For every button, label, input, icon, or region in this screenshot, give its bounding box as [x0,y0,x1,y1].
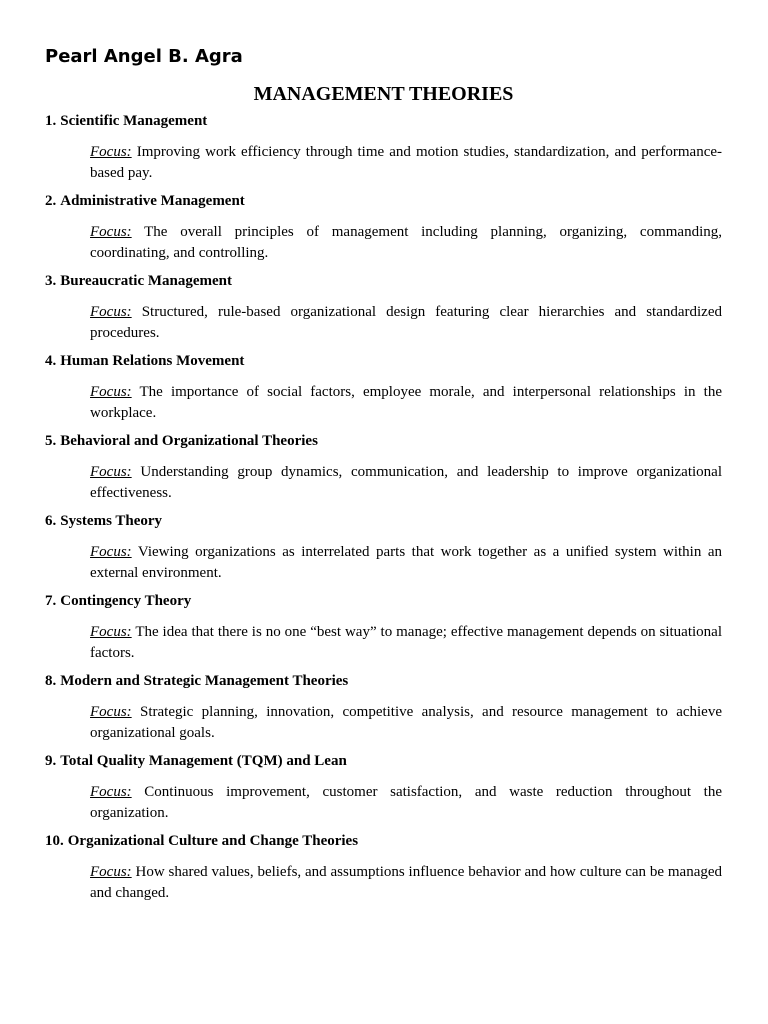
document-page [45,44,722,911]
theory-focus-paragraph [90,462,722,503]
theory-name: Scientific Management [60,113,208,129]
theory-heading [45,191,722,211]
theory-number: 1. [45,113,57,129]
theory-heading [45,271,722,291]
theory-heading [45,111,722,131]
theory-name: Organizational Culture and Change Theories [67,833,359,849]
theory-number: 2. [45,193,57,209]
theory-name: Administrative Management [60,193,245,209]
theory-focus-paragraph [90,782,722,823]
focus-label: Focus: [90,464,132,480]
theory-number: 3. [45,273,57,289]
theory-number: 9. [45,753,57,769]
theory-item-10 [45,831,722,903]
theory-focus-paragraph [90,702,722,743]
theory-focus-paragraph [90,222,722,263]
theory-number: 8. [45,673,57,689]
theory-name: Modern and Strategic Management Theories [60,673,349,689]
theory-item-1 [45,111,722,183]
focus-label: Focus: [90,624,132,640]
focus-text: Structured, rule-based organizational design featuring clear hierarchies and standardized procedures. [90,304,722,341]
theory-name: Bureaucratic Management [60,273,233,289]
theory-heading [45,431,722,451]
focus-label: Focus: [90,144,132,160]
theory-item-3 [45,271,722,343]
focus-text: Viewing organizations as interrelated parts that work together as a unified system within an external environment. [90,544,722,581]
focus-text: Understanding group dynamics, communication, and leadership to improve organizational effectiveness. [90,464,723,501]
theory-heading [45,831,722,851]
theory-focus-paragraph [90,862,722,903]
focus-text: The overall principles of management including planning, organizing, commanding, coordinating, and controlling. [90,224,722,261]
theory-focus-paragraph [90,622,722,663]
theory-heading [45,591,722,611]
theory-item-4 [45,351,722,423]
focus-label: Focus: [90,224,132,240]
theory-focus-paragraph [90,302,722,343]
theory-number: 7. [45,593,57,609]
focus-label: Focus: [90,784,132,800]
theory-item-8 [45,671,722,743]
theory-heading [45,351,722,371]
focus-text: How shared values, beliefs, and assumptions influence behavior and how culture can be managed and changed. [90,864,723,901]
theory-name: Systems Theory [60,513,163,529]
theory-focus-paragraph [90,142,722,183]
focus-label: Focus: [90,864,132,880]
theory-name: Behavioral and Organizational Theories [60,433,318,449]
focus-text: The importance of social factors, employee morale, and interpersonal relationships in the workplace. [90,384,722,421]
focus-text: The idea that there is no one “best way” to manage; effective management depends on situational factors. [90,624,722,661]
theory-number: 5. [45,433,57,449]
theory-item-5 [45,431,722,503]
focus-label: Focus: [90,304,132,320]
theory-number: 4. [45,353,57,369]
theory-name: Total Quality Management (TQM) and Lean [60,753,347,769]
theory-name: Contingency Theory [60,593,192,609]
theory-item-7 [45,591,722,663]
theory-focus-paragraph [90,382,722,423]
author-name: Pearl Angel B. Agra [45,46,243,67]
theory-item-9 [45,751,722,823]
theory-name: Human Relations Movement [60,353,245,369]
theory-list [45,111,722,903]
theory-item-2 [45,191,722,263]
theory-heading [45,751,722,771]
focus-text: Continuous improvement, customer satisfaction, and waste reduction throughout the organization. [90,784,722,821]
theory-number: 10. [45,833,64,849]
focus-text: Improving work efficiency through time and motion studies, standardization, and performance-based pay. [90,144,723,181]
theory-heading [45,671,722,691]
focus-label: Focus: [90,384,132,400]
theory-heading [45,511,722,531]
document-title: MANAGEMENT THEORIES [253,83,514,105]
theory-focus-paragraph [90,542,722,583]
theory-number: 6. [45,513,57,529]
focus-label: Focus: [90,704,132,720]
theory-item-6 [45,511,722,583]
focus-text: Strategic planning, innovation, competitive analysis, and resource management to achieve organizational goals. [90,704,722,741]
focus-label: Focus: [90,544,132,560]
